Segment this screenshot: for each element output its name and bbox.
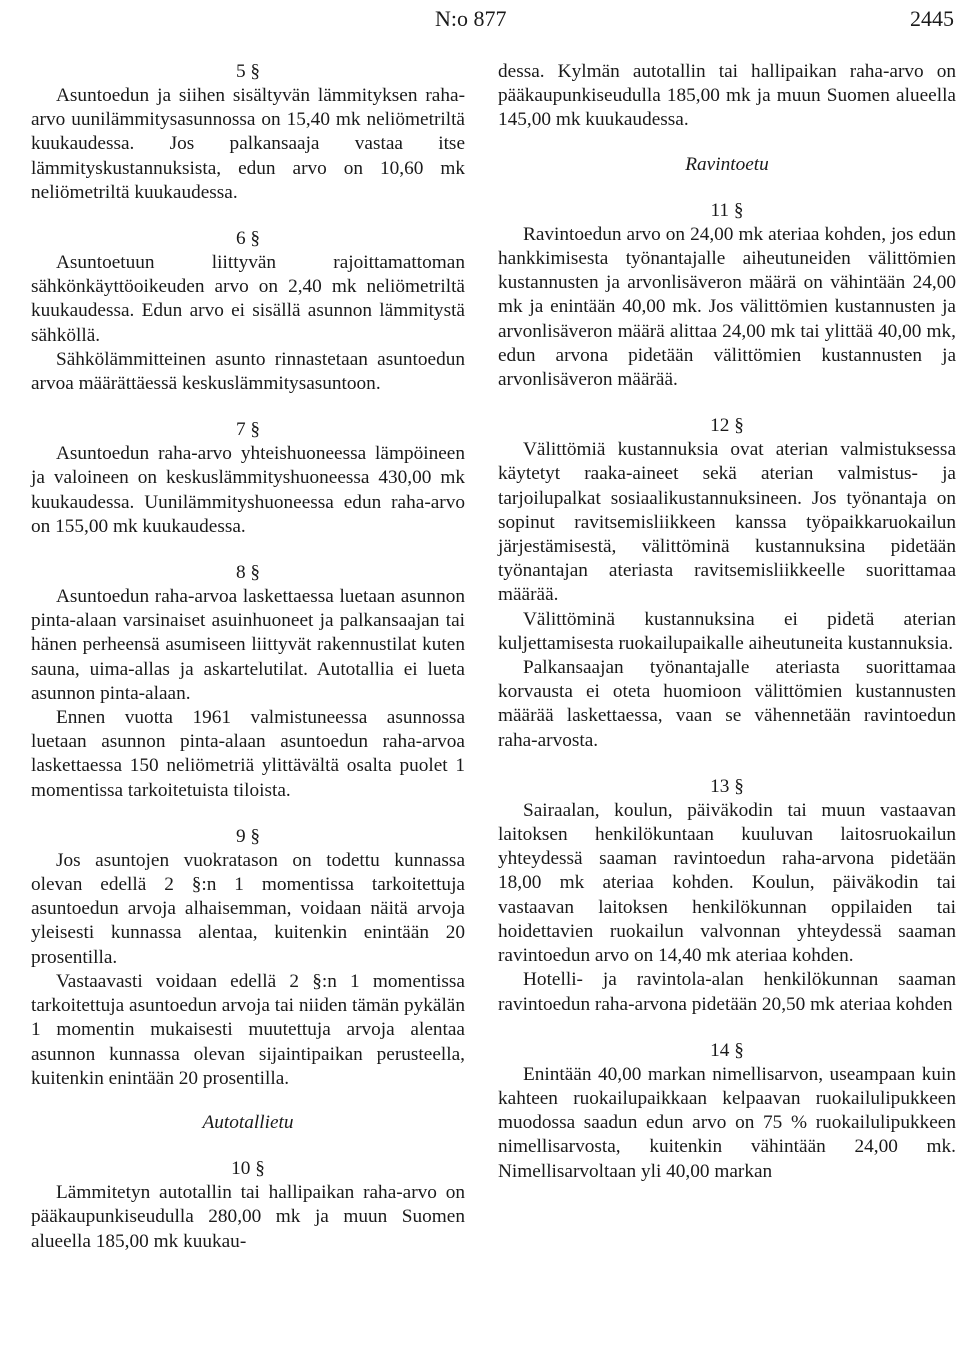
page-number: 2445 <box>910 6 954 31</box>
section-8-paragraph-2: Ennen vuotta 1961 valmistuneessa asunnossa luetaan asunnon pinta-alaan asuntoedun raha-arvoa laskettaessa 150 neliömetriä ylittävältä osalta puolet 1 momentissa tarkoitetuista tiloista. <box>31 707 465 801</box>
right-column <box>498 60 956 1184</box>
section-14-paragraph-1: Enintään 40,00 markan nimellisarvon, useampaan kuin kahteen ruokailupaikkaan kelpaavan ruokailulipukkeen muodossa saadun edun arvo on 75 % ruokailulipukkeen nimellisarvosta, kuitenkin vähintään 24,00 mk. Nimellisarvoltaan yli 40,00 markan <box>498 1063 956 1182</box>
section-14-heading: 14 § <box>710 1039 744 1061</box>
ravintoetu-heading: Ravintoetu <box>685 153 769 175</box>
section-8-paragraph-1: Asuntoedun raha-arvoa laskettaessa luetaan asunnon pinta-alaan varsinaiset asuinhuoneet ja palkansaajan tai hänen perheensä asumiseen liittyvät rakennustilat kuten sauna, uima-allas ja askartelutilat. Autotallia ei lueta asunnon pinta-alaan. <box>31 586 465 704</box>
section-12-paragraph-1: Välittömiä kustannuksia ovat aterian valmistuksessa käytetyt raaka-aineet sekä aterian valmistus- ja tarjoilupalkat sosiaalikustannuksineen. Jos työnantaja on sopinut ravitsemisliikkeen kanssa työpaikkaruokailun järjestämisestä, välittöminä kustannuksina pidetään työnantajan ateriasta ravitsemisliikkeelle suorittamaa määrää. <box>498 439 956 606</box>
section-10-heading: 10 § <box>231 1158 265 1180</box>
section-12-paragraph-3: Palkansaajan työnantajalle ateriasta suorittamaa korvausta ei oteta huomioon välittömien kustannusten määrää laskettaessa, vaan se vähennetään ravintoedun raha-arvosta. <box>498 657 956 751</box>
section-13-heading: 13 § <box>710 775 744 797</box>
section-6-paragraph-2: Sähkölämmitteinen asunto rinnastetaan asuntoedun arvoa määrättäessä keskuslämmitysasuntoon. <box>31 348 465 395</box>
section-10-paragraph-1: Lämmitetyn autotallin tai hallipaikan raha-arvo on pääkaupunkiseudulla 280,00 mk ja muun Suomen alueella 185,00 mk kuukau- <box>31 1182 465 1252</box>
section-10-continuation: dessa. Kylmän autotallin tai hallipaikan raha-arvo on pääkaupunkiseudulla 185,00 mk ja muun Suomen alueella 145,00 mk kuukaudessa. <box>498 61 956 131</box>
section-8-heading: 8 § <box>235 562 261 584</box>
section-11-paragraph-1: Ravintoedun arvo on 24,00 mk ateriaa kohden, jos edun hankkimisesta työnantajalle aiheutuneiden välittömien kustannusten ja arvonlisäveron määrä on vähintään 24,00 mk ja enintään 40,00 mk. Jos välittömien kustannusten ja arvonlisäveron määrä alittaa 24,00 mk tai ylittää 40,00 mk, edun arvona pidetään välittömien kustannusten ja arvonlisäveron määrää. <box>498 223 956 391</box>
section-5-paragraph-1: Asuntoedun ja siihen sisältyvän lämmityksen raha-arvo uunilämmitysasunnossa on 15,40 mk neliömetriltä kuukaudessa. Jos palkansaaja vastaa itse lämmityskustannuksista, edun arvo on 10,60 mk neliömetriltä kuukaudessa. <box>31 85 465 203</box>
autotallietu-heading: Autotallietu <box>202 1111 294 1133</box>
section-7-heading: 7 § <box>235 419 261 441</box>
section-9-paragraph-1: Jos asuntojen vuokratason on todettu kunnassa olevan edellä 2 §:n 1 momentissa tarkoitettuja asuntoedun arvoja alhaisemman, voidaan näitä arvoja yleisesti kunnassa alentaa, kuitenkin enintään 20 prosentilla. <box>31 849 465 968</box>
section-9-paragraph-2: Vastaavasti voidaan edellä 2 §:n 1 momentissa tarkoitettuja asuntoedun arvoja tai niiden tämän pykälän 1 momentin mukaisesti muutettuja arvoja alentaa asunnon kunnassa olevan sijaintipaikan perusteella, kuitenkin enintään 20 prosentilla. <box>31 970 465 1089</box>
section-6-paragraph-1: Asuntoetuun liittyvän rajoittamattoman sähkönkäyttöoikeuden arvo on 2,40 mk neliömetriltä kuukaudessa. Edun arvo ei sisällä asunnon lämmitystä sähköllä. <box>31 252 465 346</box>
document-number: N:o 877 <box>435 6 507 31</box>
section-13-paragraph-2: Hotelli- ja ravintola-alan henkilökunnan saaman ravintoedun raha-arvona pidetään 20,50 mk ateriaa kohden <box>498 969 956 1015</box>
section-13-paragraph-1: Sairaalan, koulun, päiväkodin tai muun vastaavan laitoksen henkilökuntaan kuuluvan laitosruokailun yhteydessä saaman ravintoedun raha-arvona pidetään 18,00 mk ateriaa kohden. Koulun, päiväkodin tai vastaavan laitoksen henkilökunnan oppilaiden tai hoidettavien ruokailun valvonnan yhteydessä saaman ravintoedun arvo on 14,40 mk ateriaa kohden. <box>498 799 956 967</box>
section-11-heading: 11 § <box>710 199 744 221</box>
section-12-heading: 12 § <box>710 415 744 437</box>
section-5-heading: 5 § <box>235 61 261 82</box>
left-column <box>31 60 465 1254</box>
section-9-heading: 9 § <box>235 825 261 847</box>
page-header <box>0 6 960 32</box>
section-6-heading: 6 § <box>235 228 261 250</box>
section-12-paragraph-2: Välittöminä kustannuksina ei pidetä aterian kuljettamisesta ruokailupaikalle aiheutuneita kustannuksia. <box>498 608 956 654</box>
section-7-paragraph-1: Asuntoedun raha-arvo yhteishuoneessa lämpöineen ja valoineen on keskuslämmityshuoneessa 430,00 mk kuukaudessa. Uunilämmityshuoneessa edun raha-arvo on 155,00 mk kuukaudessa. <box>31 443 465 537</box>
